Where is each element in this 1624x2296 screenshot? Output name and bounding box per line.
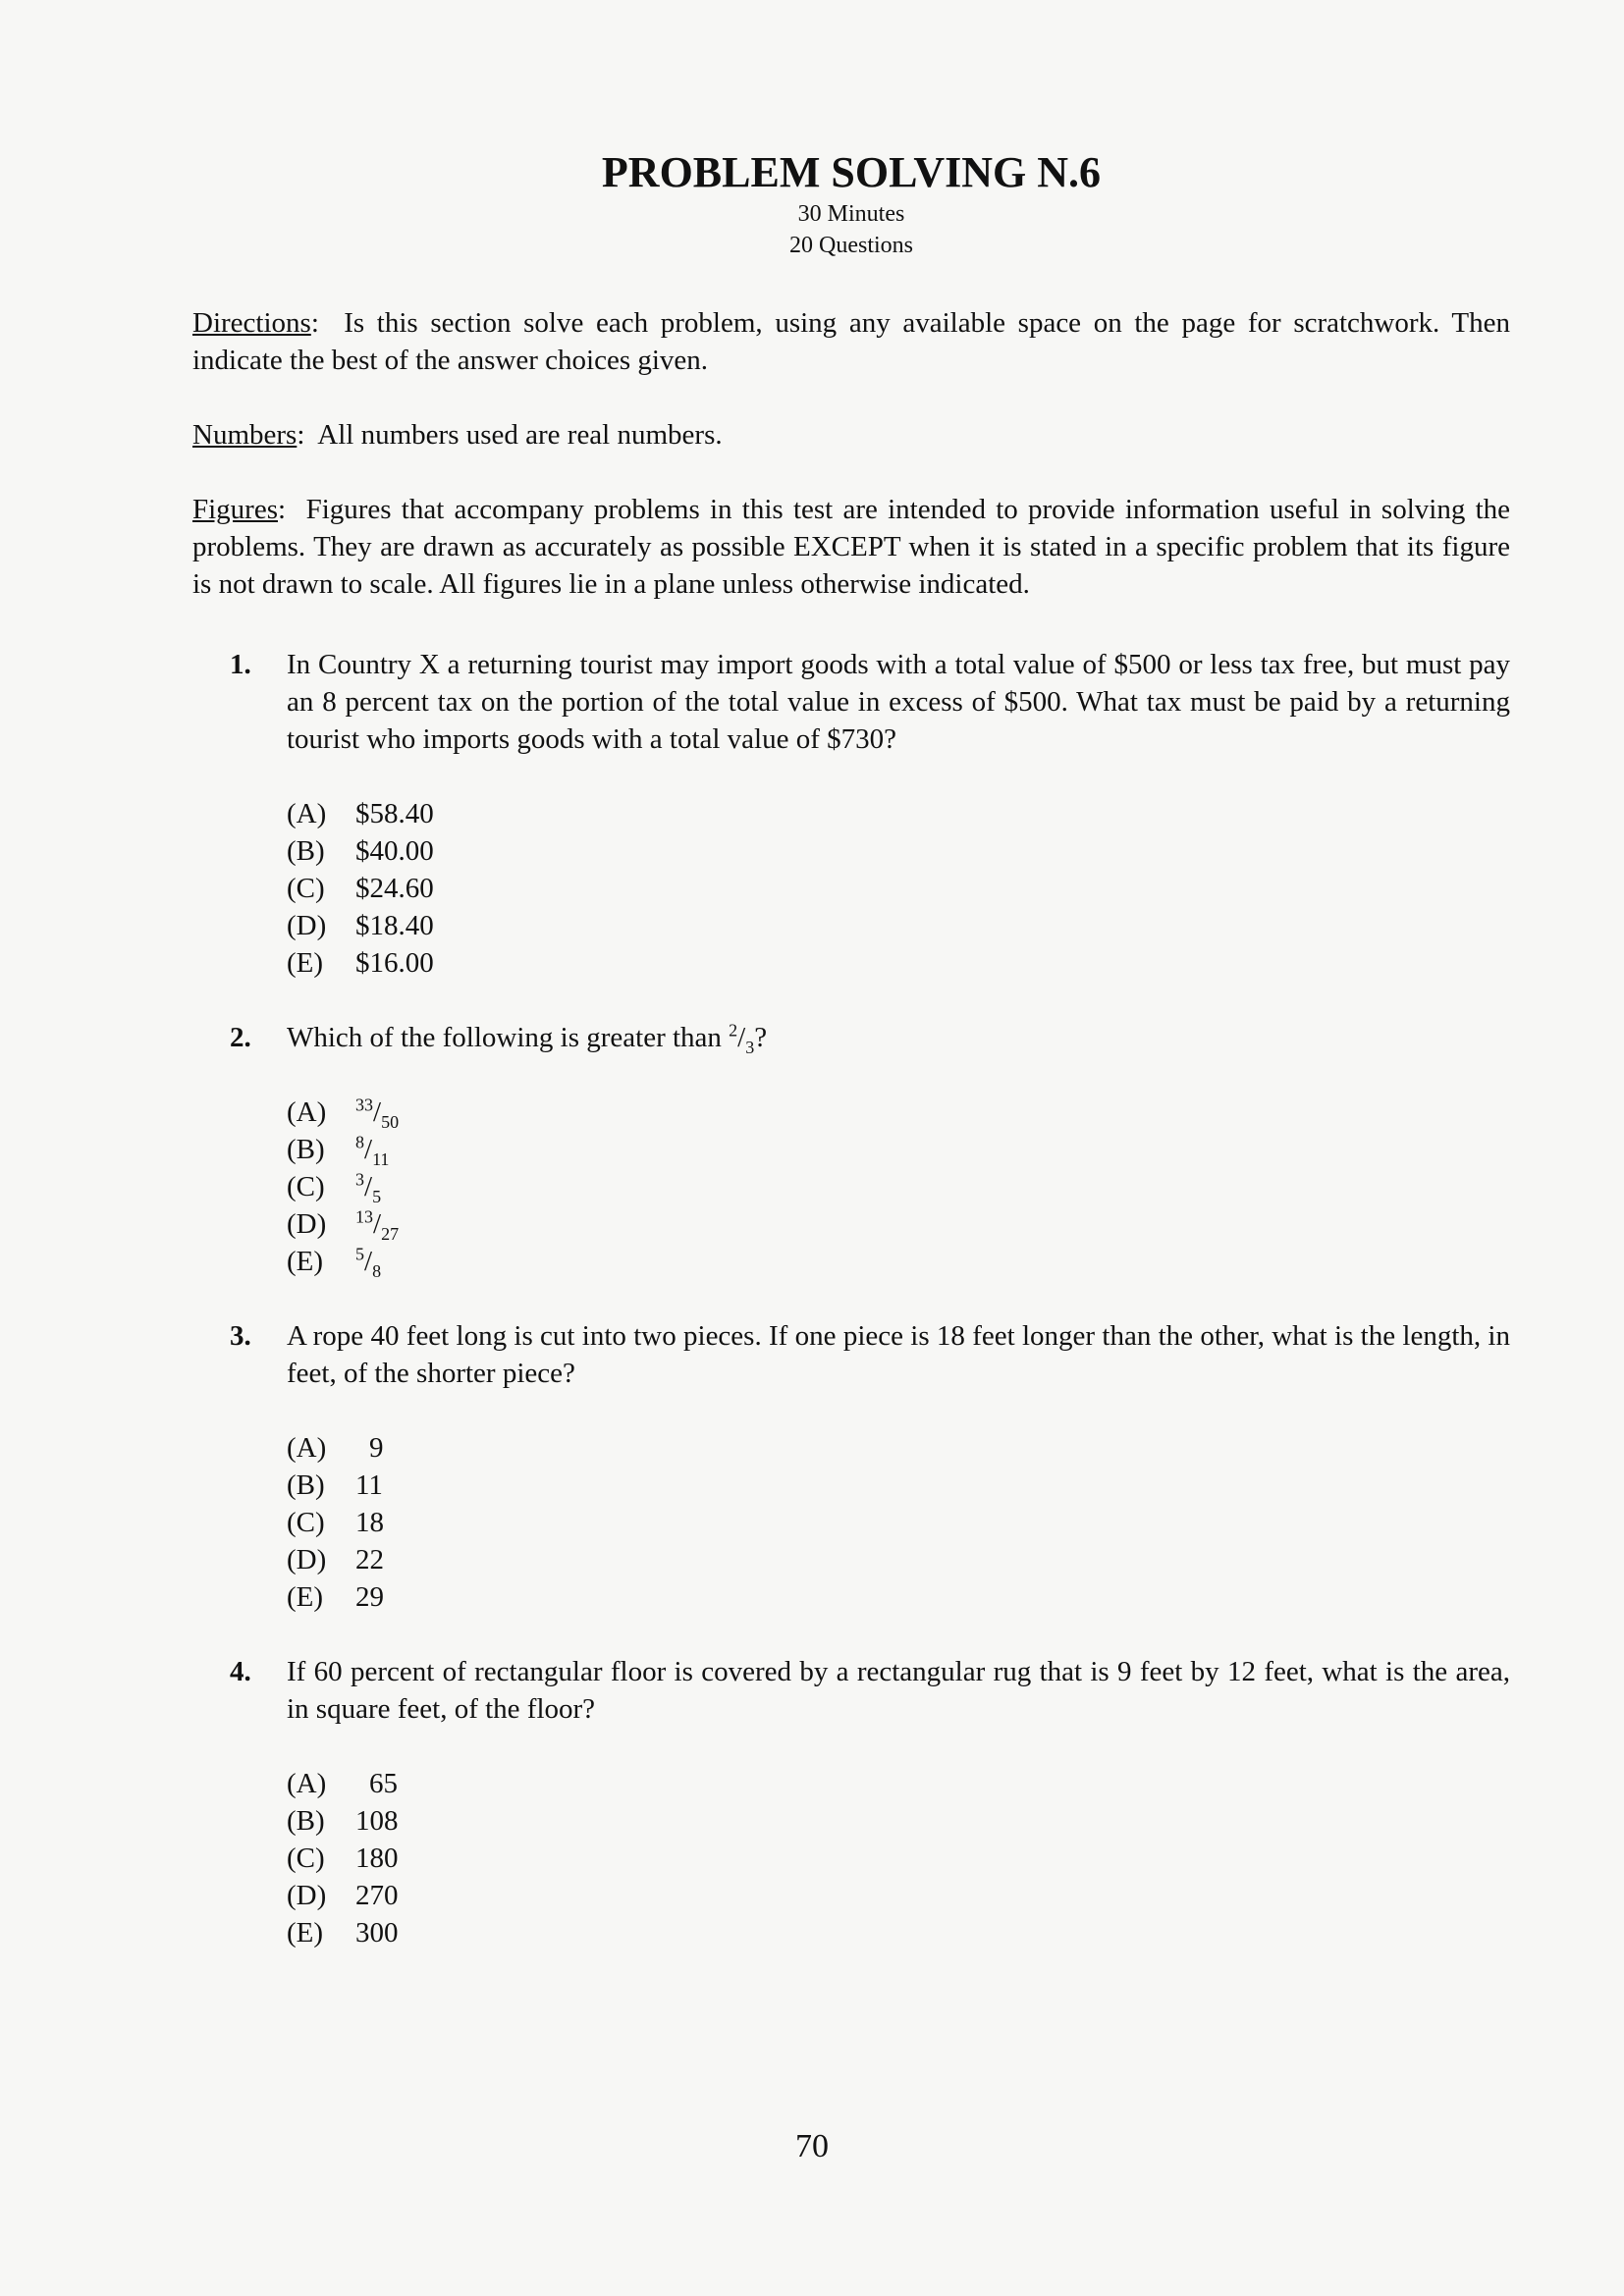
choice-letter: (A): [287, 1432, 327, 1464]
answer-choice[interactable]: [287, 870, 1510, 907]
choice-value: $24.60: [355, 873, 434, 904]
directions-text: Is this section solve each problem, using any available space on the page for scratchwork. Then indicate the best of the answer choices given.: [192, 307, 1510, 376]
answer-choice[interactable]: [287, 832, 1510, 870]
answer-choice[interactable]: [287, 1168, 1510, 1205]
page-number: 70: [795, 2128, 829, 2164]
question-text-before: Which of the following is greater than: [287, 1022, 730, 1053]
choice-letter: (E): [287, 1581, 324, 1613]
figures-text: Figures that accompany problems in this test are intended to provide information useful in solving the problems. They are drawn as accurately as possible EXCEPT when it is stated in a specific problem that its figure is not drawn to scale. All figures lie in a plane unless otherwise indicated.: [192, 494, 1511, 600]
fraction-numerator: 3: [355, 1169, 364, 1190]
choice-letter: (E): [287, 1917, 324, 1949]
answer-choice[interactable]: [287, 1467, 1510, 1504]
choice-letter: (C): [287, 1171, 325, 1202]
answer-choice[interactable]: [287, 1243, 1510, 1280]
question-2: [192, 1019, 1510, 1280]
choice-letter: (B): [287, 1469, 325, 1501]
question-text-after: ?: [754, 1022, 768, 1053]
numbers-text: All numbers used are real numbers.: [317, 419, 723, 451]
choice-value: $40.00: [355, 835, 434, 867]
fraction-denominator: 5: [372, 1186, 382, 1206]
choice-value: $16.00: [355, 947, 434, 979]
question-number: 2.: [230, 1022, 251, 1053]
choice-letter: (D): [287, 910, 327, 941]
choice-letter: (C): [287, 1507, 325, 1538]
choice-fraction: $^{33}/_{50}$: [355, 1095, 400, 1132]
choice-letter: (B): [287, 1805, 325, 1837]
figures-label: Figures: [192, 494, 278, 525]
answer-choice[interactable]: [287, 1914, 1510, 1951]
answer-choice[interactable]: [287, 1802, 1510, 1840]
question-text: If 60 percent of rectangular floor is covered by a rectangular rug that is 9 feet by 12 feet, what is the area, in square feet, of the floor?: [287, 1656, 1510, 1725]
choice-value: 180: [355, 1842, 399, 1874]
question-text: Which of the following is greater than $^2/_3$?: [287, 1020, 768, 1057]
choice-value: $18.40: [355, 910, 434, 941]
question-3: [192, 1317, 1510, 1616]
question-text: In Country X a returning tourist may import goods with a total value of $500 or less tax free, but must pay an 8 percent tax on the portion of the total value in excess of $500. What tax must be paid by a returning tourist who imports goods with a total value of $730?: [287, 649, 1510, 755]
choice-value: 29: [355, 1581, 384, 1613]
fraction-denominator: 3: [745, 1037, 755, 1057]
choice-value: 11: [355, 1469, 383, 1501]
choice-value: 300: [355, 1917, 399, 1949]
answer-choice[interactable]: [287, 907, 1510, 944]
choice-letter: (D): [287, 1880, 327, 1911]
choice-fraction: $^8/_{11}$: [355, 1132, 390, 1169]
choice-value: 9: [369, 1432, 384, 1464]
choice-fraction: $^{13}/_{27}$: [355, 1206, 400, 1244]
choice-value: 18: [355, 1507, 384, 1538]
fraction-denominator: 27: [381, 1223, 400, 1244]
choice-value: 22: [355, 1544, 384, 1575]
fraction-numerator: 5: [355, 1244, 364, 1264]
page-header: [192, 147, 1510, 261]
question-number: 4.: [230, 1656, 251, 1687]
choice-fraction: $^5/_8$: [355, 1244, 382, 1281]
fraction-numerator: 13: [355, 1206, 373, 1227]
choice-letter: (B): [287, 1134, 325, 1165]
fraction-denominator: 8: [372, 1260, 382, 1281]
question-number: 3.: [230, 1320, 251, 1352]
answer-choice[interactable]: [287, 795, 1510, 832]
answer-choice[interactable]: [287, 1765, 1510, 1802]
answer-choice[interactable]: [287, 1504, 1510, 1541]
fraction-denominator: 11: [372, 1148, 390, 1169]
choice-fraction: $^3/_5$: [355, 1169, 382, 1206]
fraction-denominator: 50: [381, 1111, 400, 1132]
time-limit: 30 Minutes: [797, 201, 905, 227]
answer-choices: [287, 795, 1510, 982]
answer-choice[interactable]: [287, 1578, 1510, 1616]
question-count: 20 Questions: [789, 233, 913, 258]
choice-letter: (D): [287, 1208, 327, 1240]
answer-choices: [287, 1765, 1510, 1951]
question-number: 1.: [230, 649, 251, 680]
answer-choice[interactable]: [287, 1840, 1510, 1877]
choice-letter: (D): [287, 1544, 327, 1575]
numbers-paragraph: Numbers: All numbers used are real numbers.: [192, 419, 723, 451]
fraction-numerator: 2: [729, 1020, 738, 1041]
choice-value: $58.40: [355, 798, 434, 829]
answer-choice[interactable]: [287, 1429, 1510, 1467]
numbers-label: Numbers: [192, 419, 298, 451]
choice-value: 108: [355, 1805, 399, 1837]
question-text: A rope 40 feet long is cut into two pieces. If one piece is 18 feet longer than the other, what is the length, in feet, of the shorter piece?: [287, 1320, 1510, 1389]
figures-paragraph: Figures: Figures that accompany problems in this test are intended to provide information useful in solving the problems. They are drawn as accurately as possible EXCEPT when it is stated in a specific problem that its figure is not drawn to scale. All figures lie in a plane unless otherwise indicated.: [192, 494, 1511, 600]
choice-letter: (A): [287, 1096, 327, 1128]
document-page: [192, 147, 1510, 1989]
choice-letter: (E): [287, 1246, 324, 1277]
question-list: [192, 646, 1510, 1951]
directions-label: Directions: [192, 307, 311, 339]
choice-value: 270: [355, 1880, 399, 1911]
answer-choice[interactable]: [287, 1094, 1510, 1131]
choice-letter: (B): [287, 835, 325, 867]
question-4: [192, 1653, 1510, 1951]
choice-value: 65: [369, 1768, 398, 1799]
choice-letter: (A): [287, 798, 327, 829]
answer-choice[interactable]: [287, 944, 1510, 982]
directions-paragraph: Directions: Is this section solve each problem, using any available space on the page for scratchwork. Then indicate the best of the answer choices given.: [192, 307, 1510, 376]
answer-choices: [287, 1094, 1510, 1280]
answer-choice[interactable]: [287, 1205, 1510, 1243]
question-1: [192, 646, 1510, 982]
choice-letter: (C): [287, 1842, 325, 1874]
page-title: PROBLEM SOLVING N.6: [601, 148, 1102, 196]
answer-choices: [287, 1429, 1510, 1616]
answer-choice[interactable]: [287, 1877, 1510, 1914]
choice-letter: (E): [287, 947, 324, 979]
choice-letter: (A): [287, 1768, 327, 1799]
choice-letter: (C): [287, 873, 325, 904]
fraction-numerator: 8: [355, 1132, 364, 1152]
answer-choice[interactable]: [287, 1131, 1510, 1168]
answer-choice[interactable]: [287, 1541, 1510, 1578]
fraction-numerator: 33: [355, 1095, 373, 1115]
